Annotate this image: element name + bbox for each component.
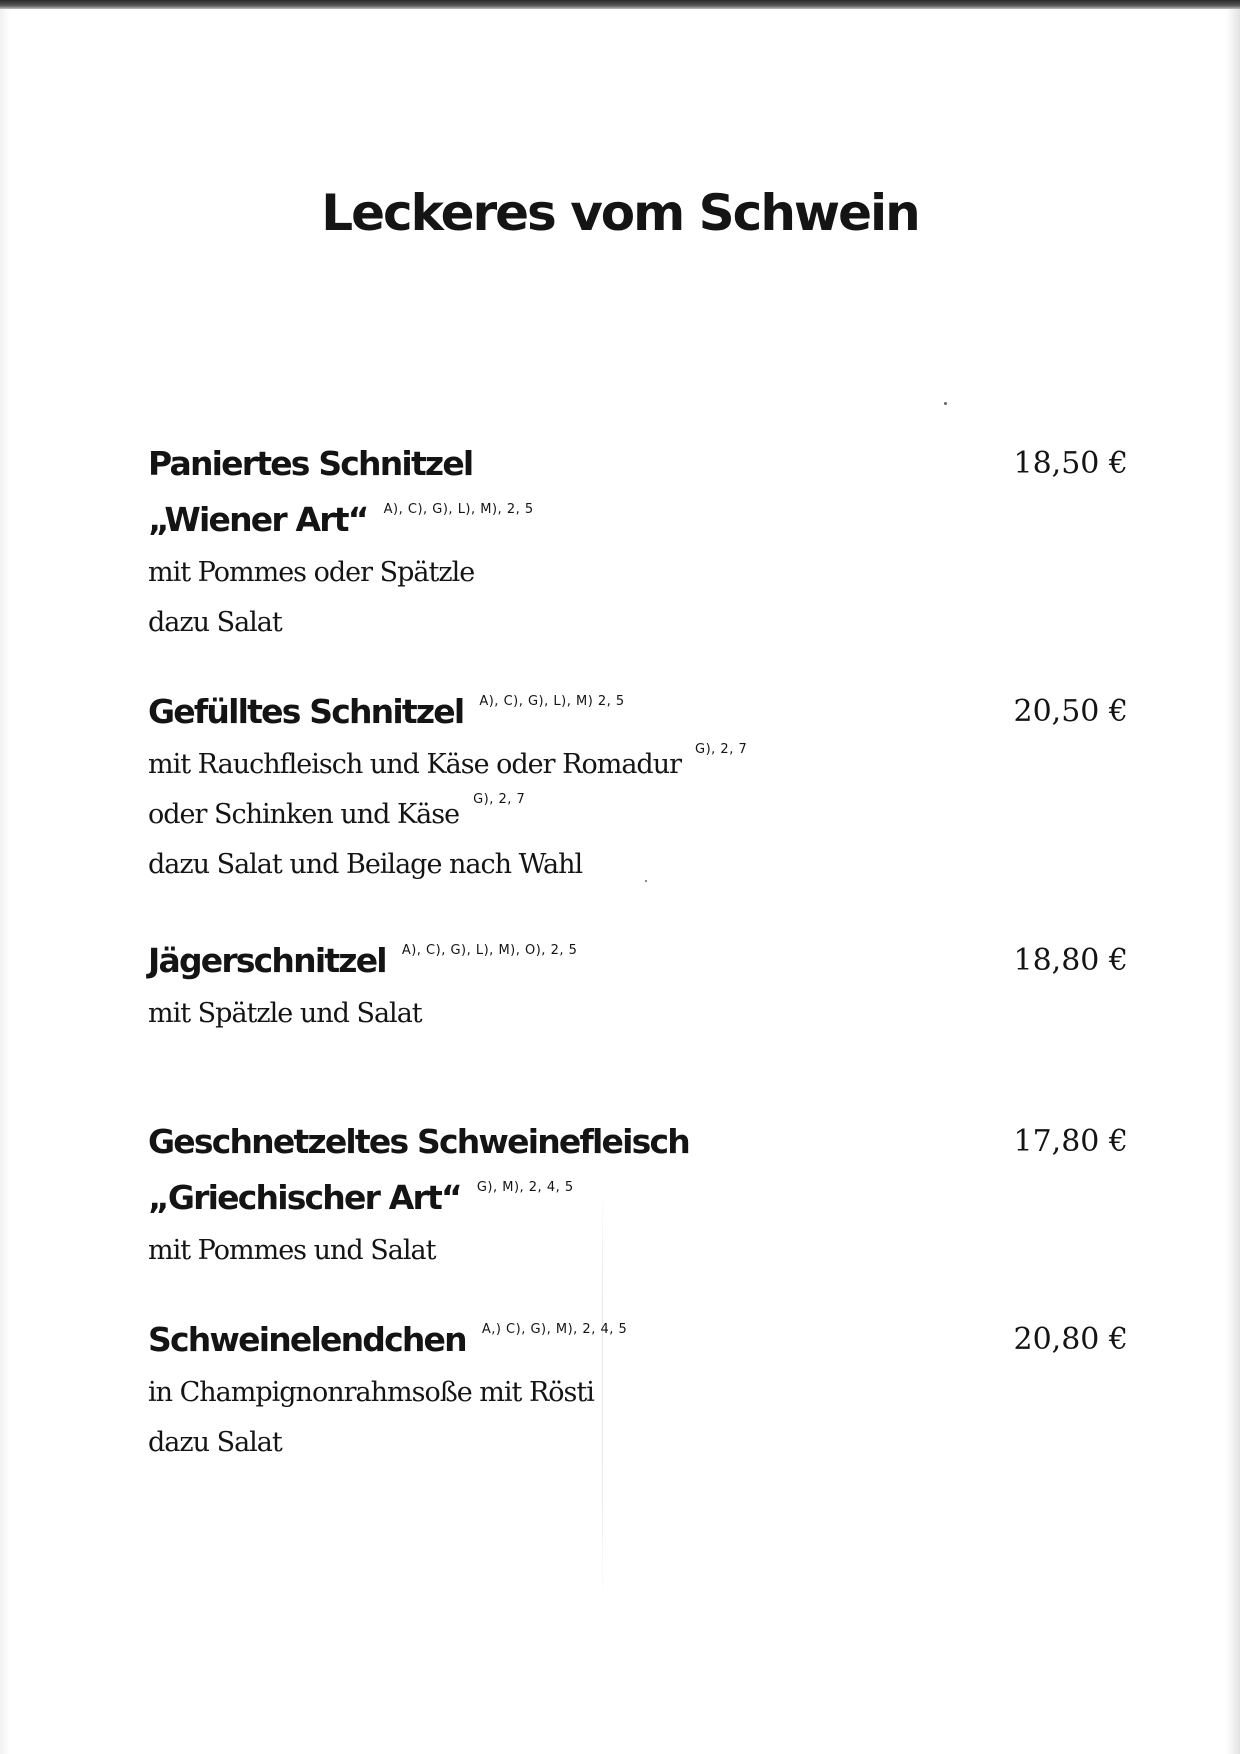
item-description: mit Pommes und Salat xyxy=(148,1235,436,1266)
allergen-codes: A), C), G), L), M) 2, 5 xyxy=(479,694,625,709)
item-description xyxy=(148,840,1128,890)
item-name xyxy=(148,1114,1128,1170)
allergen-codes: A), C), G), L), M), O), 2, 5 xyxy=(401,943,578,958)
item-price: 20,80 € xyxy=(1013,1322,1128,1357)
item-description xyxy=(148,790,1128,840)
item-name xyxy=(148,1170,1128,1226)
item-name-line1: Geschnetzeltes Schweinefleisch xyxy=(148,1122,689,1161)
item-name-line2: „Wiener Art“ xyxy=(148,500,368,539)
item-name xyxy=(148,933,1128,989)
menu-item-gefuelltes-schnitzel xyxy=(148,684,1128,890)
item-name xyxy=(148,684,1128,740)
item-description: dazu Salat xyxy=(148,1427,282,1458)
menu-item-paniertes-schnitzel xyxy=(148,436,1128,648)
paper-speck xyxy=(944,402,947,405)
item-name-line2: „Griechischer Art“ xyxy=(148,1178,461,1217)
menu-item-geschnetzeltes xyxy=(148,1114,1128,1276)
item-description: dazu Salat xyxy=(148,607,282,638)
item-description-text: mit Rauchfleisch und Käse oder Romadur xyxy=(148,749,682,780)
allergen-codes: A,) C), G), M), 2, 4, 5 xyxy=(481,1322,628,1337)
item-description-text: oder Schinken und Käse xyxy=(148,799,460,830)
item-price: 20,50 € xyxy=(1013,694,1128,729)
page-right-shadow xyxy=(1226,9,1240,1754)
page-top-edge xyxy=(0,0,1240,9)
allergen-codes: G), 2, 7 xyxy=(473,792,526,807)
item-name-line1: Jägerschnitzel xyxy=(148,941,386,980)
allergen-codes: G), 2, 7 xyxy=(695,742,748,757)
item-name-line1: Schweinelendchen xyxy=(148,1320,466,1359)
item-name xyxy=(148,436,1128,492)
item-price: 18,80 € xyxy=(1013,943,1128,978)
item-description: mit Pommes oder Spätzle xyxy=(148,557,475,588)
page-left-shadow xyxy=(0,9,10,1754)
item-price: 18,50 € xyxy=(1013,446,1128,481)
item-description: mit Spätzle und Salat xyxy=(148,998,422,1029)
item-name-line1: Paniertes Schnitzel xyxy=(148,444,473,483)
item-description-text: dazu Salat und Beilage nach Wahl xyxy=(148,849,583,880)
page-title: Leckeres vom Schwein xyxy=(321,184,919,242)
allergen-codes: A), C), G), L), M), 2, 5 xyxy=(383,502,534,517)
menu-item-jaegerschnitzel xyxy=(148,933,1128,1039)
item-description xyxy=(148,740,1128,790)
item-description: in Champignonrahmsoße mit Rösti xyxy=(148,1377,594,1408)
menu-item-schweinelendchen xyxy=(148,1312,1128,1468)
item-name xyxy=(148,1312,1128,1368)
allergen-codes: G), M), 2, 4, 5 xyxy=(476,1180,574,1195)
item-price: 17,80 € xyxy=(1013,1124,1128,1159)
item-name-line1: Gefülltes Schnitzel xyxy=(148,692,464,731)
item-name xyxy=(148,492,1128,548)
